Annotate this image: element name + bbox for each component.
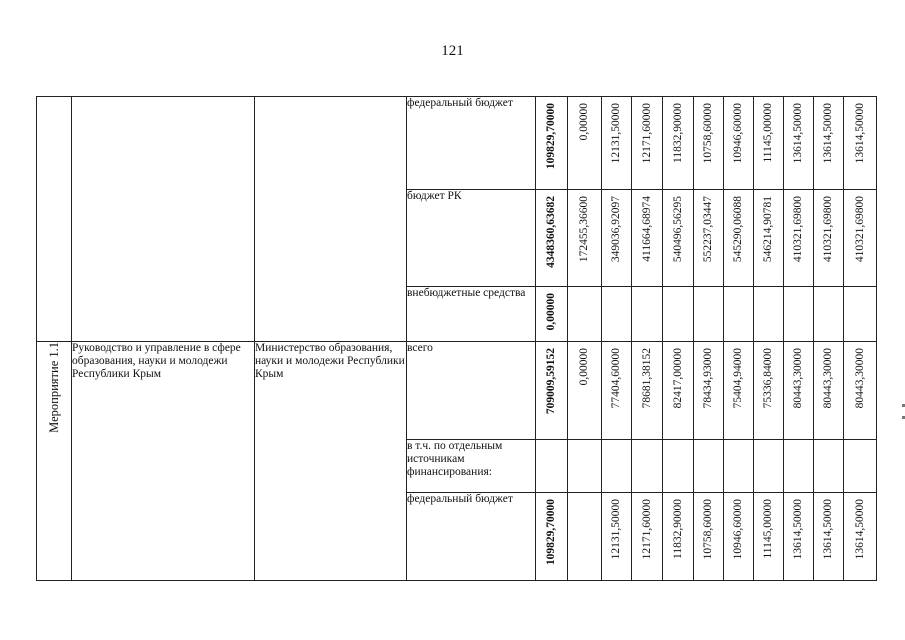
value-cell (694, 493, 724, 581)
value-text: 4348360,63682 (545, 196, 557, 268)
event-name: Руководство и управление в сфере образования, науки и молодежи Республики Крым (72, 342, 255, 581)
value-text: 10758,60000 (702, 103, 714, 164)
value-cell (602, 97, 632, 190)
value-cell (754, 190, 784, 287)
value-cell (632, 190, 663, 287)
value-cell (844, 190, 877, 287)
value-cell (724, 440, 754, 493)
value-cell (784, 440, 814, 493)
value-text: 80443,30000 (792, 348, 804, 409)
executor: Министерство образования, науки и молодежи Республики Крым (255, 342, 407, 581)
value-cell (568, 190, 602, 287)
value-cell (754, 287, 784, 342)
value-cell (784, 493, 814, 581)
blank-cell (72, 97, 255, 342)
value-cell (536, 342, 568, 440)
value-cell (814, 342, 844, 440)
table-row (37, 97, 877, 190)
value-cell (568, 493, 602, 581)
value-text: 10758,60000 (702, 499, 714, 560)
value-cell (784, 287, 814, 342)
value-cell (724, 190, 754, 287)
value-text: 11145,00000 (762, 103, 774, 163)
value-text: 82417,00000 (671, 348, 684, 409)
value-cell (632, 287, 663, 342)
value-cell (536, 287, 568, 342)
value-cell (536, 97, 568, 190)
blank-cell (255, 97, 407, 342)
value-text: 12171,60000 (640, 103, 653, 164)
value-text: 12131,50000 (610, 103, 622, 164)
value-cell (724, 493, 754, 581)
table-row (37, 342, 877, 440)
value-cell (814, 97, 844, 190)
value-cell (568, 342, 602, 440)
value-text: 411664,68974 (640, 196, 653, 262)
source-label: федеральный бюджет (407, 493, 536, 581)
value-text: 545290,06088 (732, 196, 744, 263)
value-text: 552237,03447 (702, 196, 714, 263)
value-cell (844, 342, 877, 440)
value-text: 546214,90781 (762, 196, 774, 263)
value-text: 709009,59152 (545, 348, 557, 415)
value-cell (814, 440, 844, 493)
value-cell (602, 287, 632, 342)
value-text: 11832,90000 (671, 103, 684, 163)
event-label: Мероприятие 1.1 (46, 342, 61, 433)
page-number: 121 (441, 43, 464, 59)
source-label: в т.ч. по отдельным источникам финансирования: (407, 440, 536, 493)
value-cell (844, 493, 877, 581)
value-text: 13614,50000 (792, 103, 804, 164)
value-cell (814, 287, 844, 342)
value-cell (754, 440, 784, 493)
value-cell (754, 493, 784, 581)
value-cell (784, 190, 814, 287)
value-cell (814, 493, 844, 581)
value-text: 109829,70000 (545, 499, 557, 566)
value-cell (568, 440, 602, 493)
value-cell (602, 493, 632, 581)
value-cell (632, 97, 663, 190)
source-label: бюджет РК (407, 190, 536, 287)
value-text: 109829,70000 (545, 103, 557, 170)
value-text: 11145,00000 (762, 499, 774, 559)
value-text: 13614,50000 (822, 103, 834, 164)
value-cell (844, 440, 877, 493)
value-cell (632, 440, 663, 493)
value-cell (663, 190, 694, 287)
value-cell (694, 97, 724, 190)
financing-table (36, 96, 877, 581)
source-label: всего (407, 342, 536, 440)
value-text: 13614,50000 (792, 499, 804, 560)
value-cell (814, 190, 844, 287)
value-text: 410321,69800 (853, 196, 866, 263)
value-text: 10946,60000 (732, 103, 744, 164)
value-text: 13614,50000 (853, 499, 866, 560)
value-cell (694, 440, 724, 493)
value-text: 11832,90000 (671, 499, 684, 559)
value-text: 13614,50000 (822, 499, 834, 560)
source-label: внебюджетные средства (407, 287, 536, 342)
value-cell (694, 190, 724, 287)
value-cell (724, 287, 754, 342)
value-text: 0,00000 (578, 348, 590, 386)
value-text: 12171,60000 (640, 499, 653, 560)
value-cell (602, 342, 632, 440)
value-cell (536, 190, 568, 287)
value-text: 10946,60000 (732, 499, 744, 560)
value-text: 78681,38152 (640, 348, 653, 409)
event-label-cell (37, 342, 72, 581)
value-cell (844, 97, 877, 190)
value-cell (784, 342, 814, 440)
value-cell (568, 97, 602, 190)
value-text: 75404,94000 (732, 348, 744, 409)
value-text: 13614,50000 (853, 103, 866, 164)
value-text: 410321,69800 (792, 196, 804, 263)
value-cell (602, 190, 632, 287)
source-label: федеральный бюджет (407, 97, 536, 190)
value-cell (694, 287, 724, 342)
value-cell (632, 493, 663, 581)
value-text: 80443,30000 (853, 348, 866, 409)
value-text: 75336,84000 (762, 348, 774, 409)
value-text: 172455,36600 (578, 196, 590, 263)
value-cell (724, 97, 754, 190)
value-cell (724, 342, 754, 440)
value-cell (536, 440, 568, 493)
blank-cell (37, 97, 72, 342)
value-cell (754, 342, 784, 440)
value-text: 77404,60000 (610, 348, 622, 409)
value-text: 80443,30000 (822, 348, 834, 409)
value-cell (632, 342, 663, 440)
value-text: 0,00000 (545, 293, 557, 331)
value-cell (663, 287, 694, 342)
value-cell (568, 287, 602, 342)
value-text: 349036,92097 (610, 196, 622, 263)
value-cell (663, 440, 694, 493)
value-text: 0,00000 (578, 103, 590, 141)
value-text: 540496,56295 (671, 196, 684, 263)
value-cell (754, 97, 784, 190)
value-text: 410321,69800 (822, 196, 834, 263)
value-cell (663, 342, 694, 440)
value-text: 12131,50000 (610, 499, 622, 560)
value-cell (694, 342, 724, 440)
value-cell (663, 97, 694, 190)
value-cell (663, 493, 694, 581)
value-cell (844, 287, 877, 342)
value-text: 78434,93000 (702, 348, 714, 409)
value-cell (784, 97, 814, 190)
value-cell (536, 493, 568, 581)
value-cell (602, 440, 632, 493)
